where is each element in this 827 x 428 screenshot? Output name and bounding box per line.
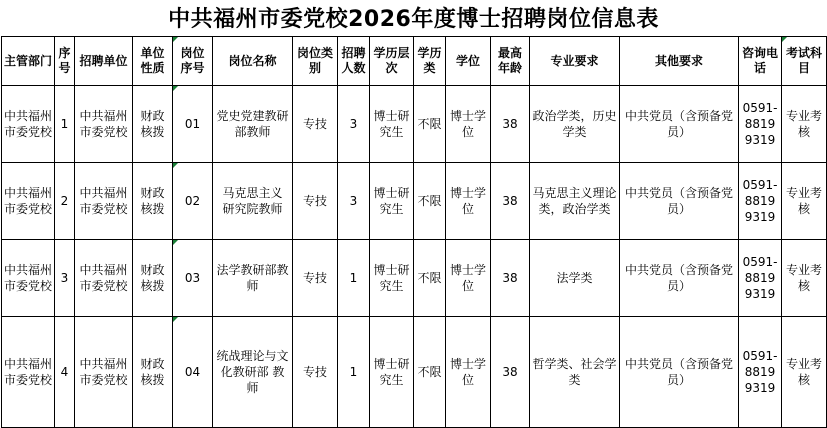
unit-cell: 中共福州市委党校 xyxy=(75,240,133,317)
count-cell: 1 xyxy=(338,317,370,428)
count-cell: 1 xyxy=(338,240,370,317)
other-cell: 中共党员（含预备党员） xyxy=(620,240,739,317)
pos-no-cell: 02 xyxy=(173,163,213,240)
table-row xyxy=(2,86,827,163)
category-cell: 专技 xyxy=(293,317,338,428)
nature-cell: 财政核拨 xyxy=(133,240,173,317)
other-cell: 中共党员（含预备党员） xyxy=(620,317,739,428)
no-cell: 3 xyxy=(55,240,75,317)
header-cell: 专业要求 xyxy=(530,37,620,86)
degree-cell: 博士学位 xyxy=(446,86,491,163)
other-cell: 中共党员（含预备党员） xyxy=(620,163,739,240)
age-cell: 38 xyxy=(491,240,530,317)
dept-cell: 中共福州市委党校 xyxy=(2,86,55,163)
count-cell: 3 xyxy=(338,86,370,163)
table-row xyxy=(2,317,827,428)
edu-type-cell: 不限 xyxy=(414,240,446,317)
phone-cell: 0591-88199319 xyxy=(739,163,782,240)
unit-cell: 中共福州市委党校 xyxy=(75,317,133,428)
header-cell: 招聘人数 xyxy=(338,37,370,86)
recruitment-table xyxy=(1,36,827,428)
edu-type-cell: 不限 xyxy=(414,86,446,163)
header-cell: 序号 xyxy=(55,37,75,86)
header-cell: 咨询电话 xyxy=(739,37,782,86)
no-cell: 1 xyxy=(55,86,75,163)
edu-cell: 博士研究生 xyxy=(370,317,414,428)
exam-cell: 专业考核 xyxy=(782,317,827,428)
nature-cell: 财政核拨 xyxy=(133,163,173,240)
nature-cell: 财政核拨 xyxy=(133,317,173,428)
major-cell: 政治学类，历史学类 xyxy=(530,86,620,163)
phone-cell: 0591-88199319 xyxy=(739,240,782,317)
pos-no-cell: 01 xyxy=(173,86,213,163)
pos-no-cell: 04 xyxy=(173,317,213,428)
header-cell: 其他要求 xyxy=(620,37,739,86)
edu-cell: 博士研究生 xyxy=(370,86,414,163)
category-cell: 专技 xyxy=(293,163,338,240)
degree-cell: 博士学位 xyxy=(446,240,491,317)
category-cell: 专技 xyxy=(293,240,338,317)
header-cell: 招聘单位 xyxy=(75,37,133,86)
dept-cell: 中共福州市委党校 xyxy=(2,317,55,428)
header-cell: 岗位序号 xyxy=(173,37,213,86)
exam-cell: 专业考核 xyxy=(782,240,827,317)
unit-cell: 中共福州市委党校 xyxy=(75,86,133,163)
header-cell: 考试科目 xyxy=(782,37,827,86)
major-cell: 哲学类、社会学类 xyxy=(530,317,620,428)
nature-cell: 财政核拨 xyxy=(133,86,173,163)
category-cell: 专技 xyxy=(293,86,338,163)
degree-cell: 博士学位 xyxy=(446,163,491,240)
unit-cell: 中共福州市委党校 xyxy=(75,163,133,240)
dept-cell: 中共福州市委党校 xyxy=(2,240,55,317)
phone-cell: 0591-88199319 xyxy=(739,86,782,163)
other-cell: 中共党员（含预备党员） xyxy=(620,86,739,163)
edu-type-cell: 不限 xyxy=(414,163,446,240)
major-cell: 法学类 xyxy=(530,240,620,317)
phone-cell: 0591-88199319 xyxy=(739,317,782,428)
table-row xyxy=(2,240,827,317)
age-cell: 38 xyxy=(491,317,530,428)
header-cell: 岗位名称 xyxy=(213,37,293,86)
count-cell: 3 xyxy=(338,163,370,240)
pos-no-cell: 03 xyxy=(173,240,213,317)
table-row xyxy=(2,163,827,240)
dept-cell: 中共福州市委党校 xyxy=(2,163,55,240)
edu-cell: 博士研究生 xyxy=(370,240,414,317)
exam-cell: 专业考核 xyxy=(782,163,827,240)
age-cell: 38 xyxy=(491,86,530,163)
exam-cell: 专业考核 xyxy=(782,86,827,163)
edu-type-cell: 不限 xyxy=(414,317,446,428)
header-row xyxy=(2,37,827,86)
header-cell: 主管部门 xyxy=(2,37,55,86)
pos-name-cell: 马克思主义 研究院教师 xyxy=(213,163,293,240)
no-cell: 4 xyxy=(55,317,75,428)
header-cell: 学位 xyxy=(446,37,491,86)
header-cell: 岗位类别 xyxy=(293,37,338,86)
pos-name-cell: 党史党建教研部教师 xyxy=(213,86,293,163)
page-title: 中共福州市委党校2026年度博士招聘岗位信息表 xyxy=(168,7,659,32)
header-cell: 学历层次 xyxy=(370,37,414,86)
no-cell: 2 xyxy=(55,163,75,240)
header-cell: 最高年龄 xyxy=(491,37,530,86)
major-cell: 马克思主义理论类，政治学类 xyxy=(530,163,620,240)
header-cell: 学历类 xyxy=(414,37,446,86)
pos-name-cell: 统战理论与文化教研部 教师 xyxy=(213,317,293,428)
pos-name-cell: 法学教研部教师 xyxy=(213,240,293,317)
edu-cell: 博士研究生 xyxy=(370,163,414,240)
age-cell: 38 xyxy=(491,163,530,240)
degree-cell: 博士学位 xyxy=(446,317,491,428)
header-cell: 单位性质 xyxy=(133,37,173,86)
